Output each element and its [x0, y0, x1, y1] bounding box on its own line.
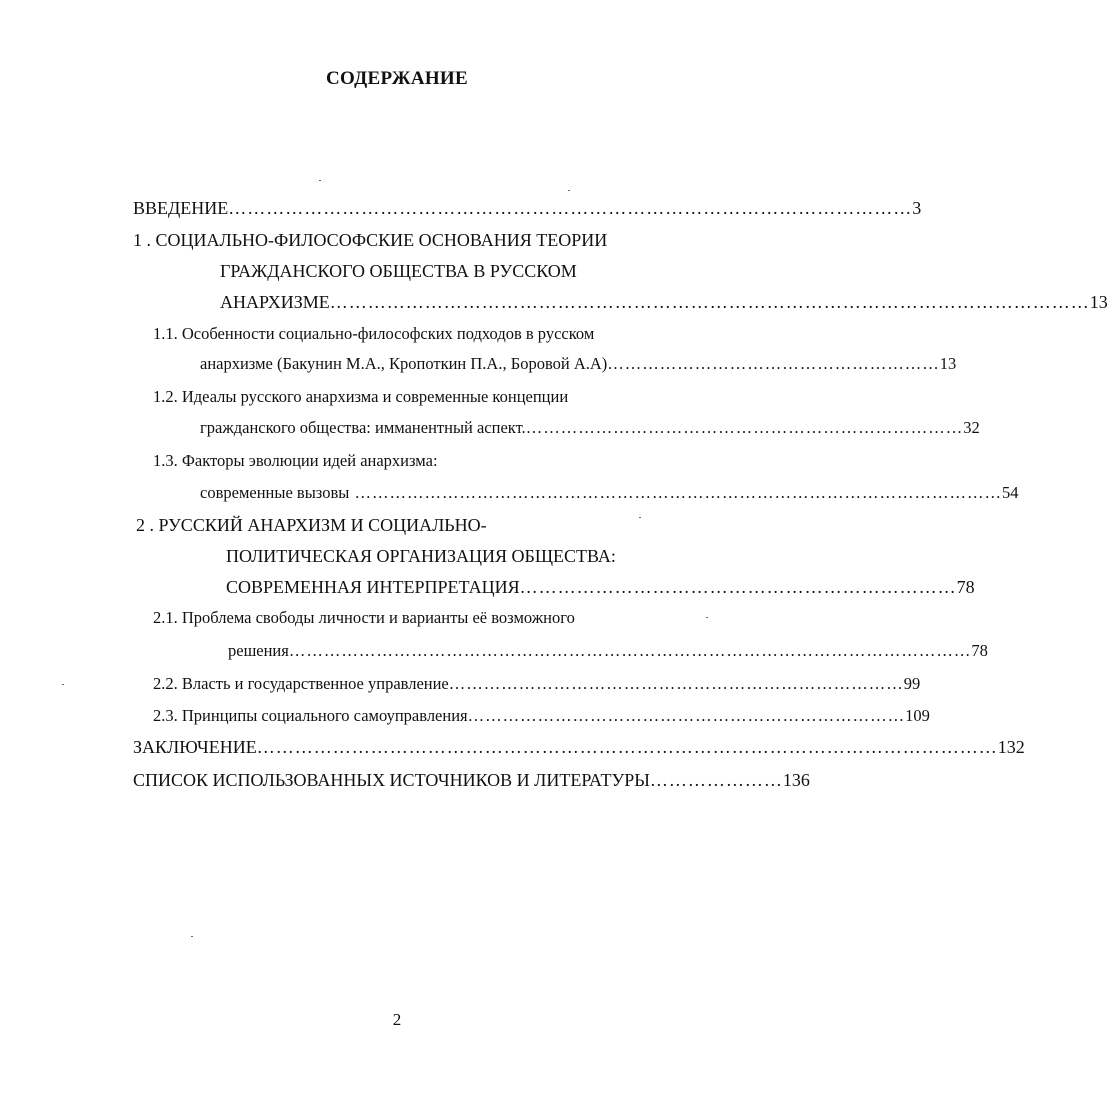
toc-label: СОВРЕМЕННАЯ ИНТЕРПРЕТАЦИЯ	[226, 577, 520, 597]
toc-leader: …………………………………………………………………	[467, 706, 906, 725]
toc-section-2-1-line1[interactable]: 2.1. Проблема свободы личности и варианты её возможного	[153, 608, 575, 627]
toc-label: ЗАКЛЮЧЕНИЕ	[133, 737, 257, 757]
toc-page: 132	[997, 737, 1025, 757]
toc-chapter-1-line1[interactable]: 1 . СОЦИАЛЬНО-ФИЛОСОФСКИЕ ОСНОВАНИЯ ТЕОРИИ	[133, 230, 608, 250]
page-title: СОДЕРЖАНИЕ	[326, 68, 468, 89]
toc-leader: …………………………………………………………………………………………………………	[329, 292, 1090, 312]
toc-label: современные вызовы	[200, 483, 350, 502]
scan-speck	[191, 936, 193, 937]
toc-section-1-2-line1[interactable]: 1.2. Идеалы русского анархизма и современные концепции	[153, 387, 569, 406]
toc-chapter-2-line1[interactable]: 2 . РУССКИЙ АНАРХИЗМ И СОЦИАЛЬНО-	[136, 515, 487, 535]
toc-chapter-1-line2[interactable]: ГРАЖДАНСКОГО ОБЩЕСТВА В РУССКОМ	[220, 261, 577, 281]
page-number: 2	[392, 1010, 402, 1029]
scan-speck	[639, 517, 641, 518]
toc-label: 2.2. Власть и государственное управление	[153, 674, 449, 693]
toc-page: 136	[782, 770, 810, 790]
toc-chapter-1-line3[interactable]	[220, 290, 1108, 314]
toc-entry-intro[interactable]	[133, 196, 922, 220]
toc-leader: …………………………………………………	[607, 354, 940, 373]
toc-label: анархизме (Бакунин М.А., Кропоткин П.А., Боровой А.А)	[200, 354, 608, 373]
toc-section-2-3[interactable]	[153, 704, 930, 728]
toc-page: 99	[903, 674, 921, 693]
scan-speck	[706, 617, 708, 618]
toc-page: 54	[1001, 483, 1019, 502]
scan-speck	[62, 684, 64, 685]
toc-section-1-1-line2[interactable]	[200, 352, 957, 376]
toc-leader: ……………………………………………………………	[519, 577, 957, 597]
toc-leader: …………………	[649, 770, 783, 790]
toc-section-1-2-line2[interactable]	[200, 416, 980, 440]
toc-section-1-3-line2[interactable]	[200, 481, 1019, 505]
toc-leader: …………………………………………………………………	[525, 418, 964, 437]
toc-page: 32	[963, 418, 980, 437]
toc-entry-sources[interactable]	[133, 768, 810, 792]
toc-section-1-3-line1[interactable]: 1.3. Факторы эволюции идей анархизма:	[153, 451, 438, 470]
toc-label: гражданского общества: имманентный аспект.	[200, 418, 526, 437]
toc-section-2-2[interactable]	[153, 672, 921, 696]
toc-section-1-1-line1[interactable]: 1.1. Особенности социально-философских подходов в русском	[153, 324, 595, 343]
toc-chapter-2-line2[interactable]: ПОЛИТИЧЕСКАЯ ОРГАНИЗАЦИЯ ОБЩЕСТВА:	[226, 546, 616, 566]
toc-label: СПИСОК ИСПОЛЬЗОВАННЫХ ИСТОЧНИКОВ И ЛИТЕРАТУРЫ	[133, 770, 650, 790]
toc-page: 109	[905, 706, 930, 725]
toc-leader: ………………………………………………………………………………………………	[228, 198, 913, 218]
toc-label: ВВЕДЕНИЕ	[133, 198, 229, 218]
toc-section-2-1-line2[interactable]	[228, 639, 988, 663]
toc-page: 13	[1089, 292, 1108, 312]
toc-page: 78	[971, 641, 988, 660]
scan-speck	[319, 180, 321, 181]
toc-page: 3	[912, 198, 922, 218]
scan-speck	[568, 190, 570, 191]
toc-page: 78	[956, 577, 975, 597]
toc-label: решения	[228, 641, 289, 660]
toc-label: АНАРХИЗМЕ	[220, 292, 330, 312]
toc-label: 2.3. Принципы социального самоуправления	[153, 706, 468, 725]
toc-chapter-2-line3[interactable]	[226, 575, 975, 599]
toc-leader: …………………………………………………………………………………………………	[349, 483, 1002, 502]
toc-entry-conclusion[interactable]	[133, 735, 1025, 759]
toc-leader: ………………………………………………………………………………………………………	[288, 641, 972, 660]
toc-leader: ……………………………………………………………………	[448, 674, 904, 693]
toc-leader: ………………………………………………………………………………………………………	[256, 737, 998, 757]
toc-page: 13	[939, 354, 957, 373]
